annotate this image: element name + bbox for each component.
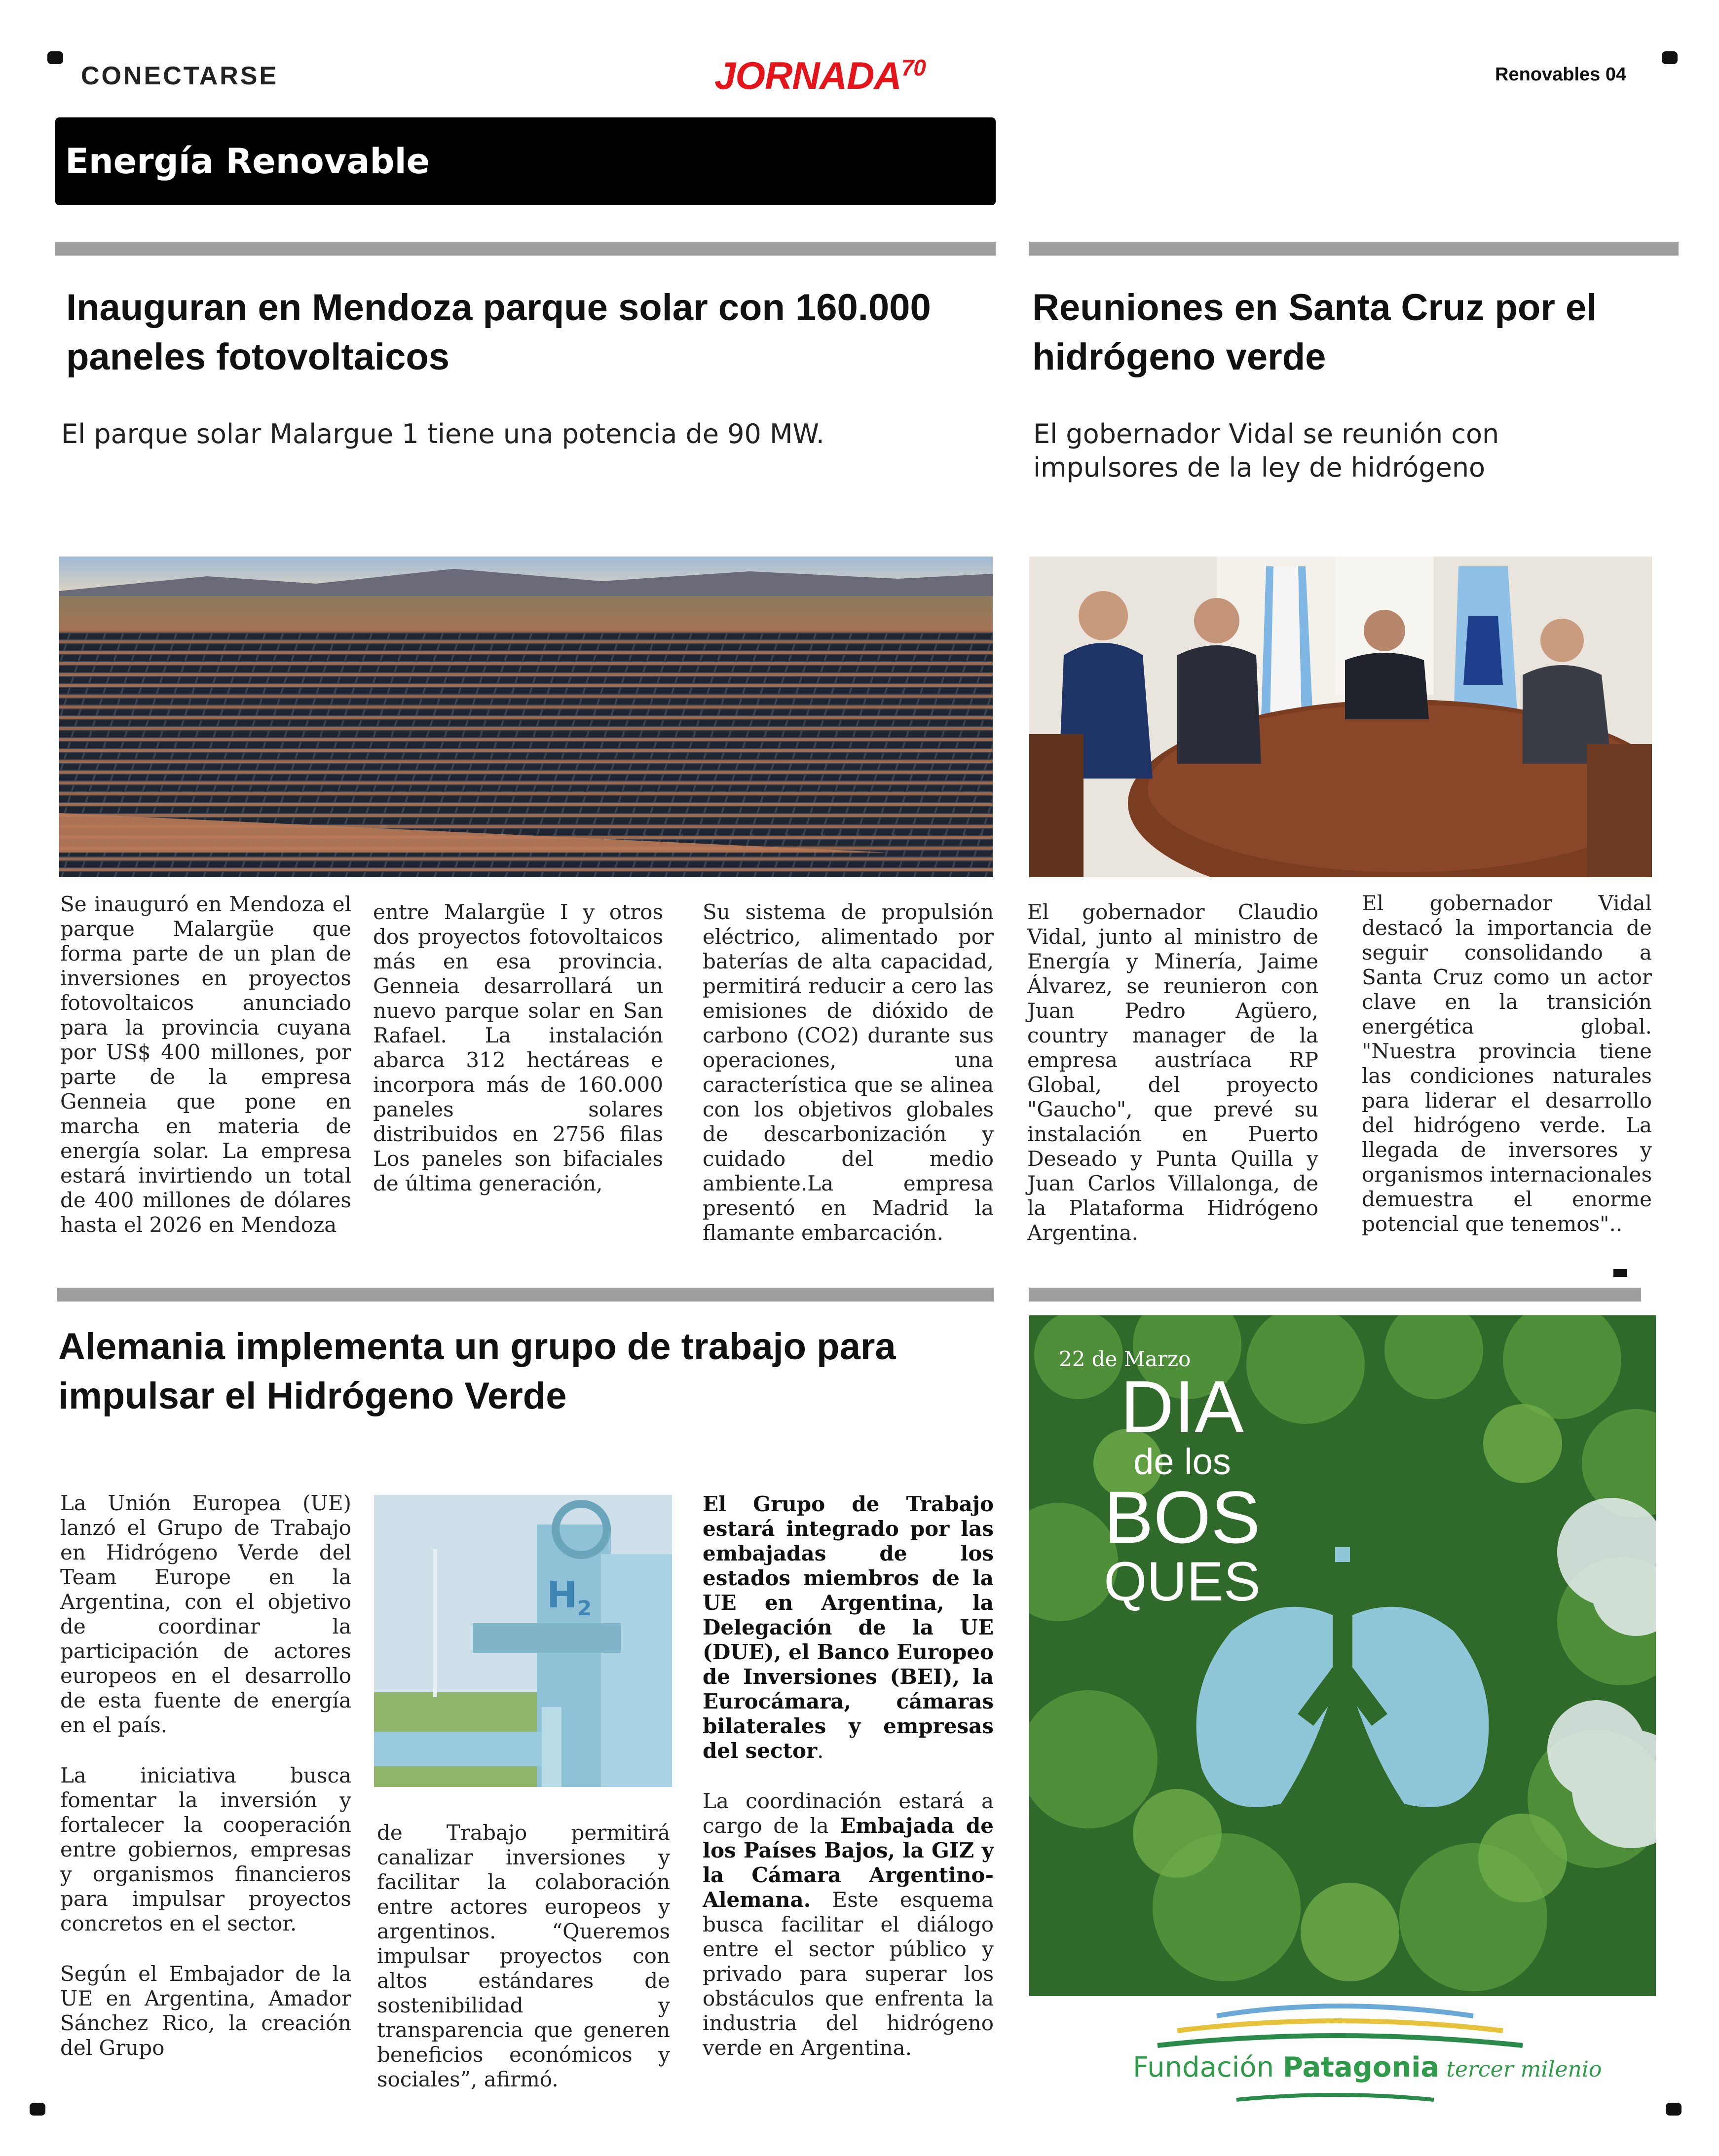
h2-subscript: 2	[577, 1596, 592, 1620]
article2-headline	[1032, 283, 1674, 382]
article2-col1: El gobernador Claudio Vidal, junto al ministro de Energía y Minería, Jaime Álvarez, se reunieron con Juan Pedro Agüero, country manager de la empresa austríaca RP Global, del proyecto "Gaucho", que prevé su instalación en Puerto Deseado y Punta Quilla y Juan Carlos Villalonga, de la Plataforma Hidrógeno Argentina.	[1027, 900, 1318, 1245]
article1-headline	[66, 283, 994, 382]
headline-line: paneles fotovoltaicos	[66, 336, 450, 378]
sponsor-suffix: tercer milenio	[1439, 2057, 1602, 2082]
paragraph	[703, 1789, 994, 2060]
meeting-photo	[1029, 557, 1652, 877]
section-title-bar	[55, 117, 996, 205]
text: La coordinación estará a cargo de la	[703, 1789, 994, 1838]
headline-line: Reuniones en Santa Cruz por el	[1032, 287, 1597, 329]
divider-rule	[57, 1288, 994, 1301]
text: Este esquema busca facilitar el diálogo entre el sector público y privado para superar los obstáculos que enfrenta la industria del hidrógeno verde en Argentina.	[703, 1888, 994, 2060]
paragraph: La Unión Europea (UE) lanzó el Grupo de Trabajo en Hidrógeno Verde del Team Europe en la Argentina, con el objetivo de coordinar la participación de actores europeos en el desarrollo de esta fuente de energía en el país.	[60, 1491, 351, 1737]
solar-park-illustration	[59, 557, 993, 877]
article1-col3: Su sistema de propulsión eléctrico, alimentado por baterías de alta capacidad, permitirá reducir a cero las emisiones de dióxido de carbono (CO2) durante sus operaciones, una característica que se alinea con los objetivos globales de descarbonización y cuidado del medio ambiente.La empresa presentó en Madrid la flamante embarcación.	[703, 900, 994, 1245]
masthead-badge: 70	[901, 55, 926, 80]
brand-logo-conectarse: CONECTARSE	[81, 62, 279, 90]
ad-title-line: BOS	[1104, 1476, 1261, 1559]
registration-mark-bottom-left	[30, 2103, 45, 2116]
hydrogen-pipes-illustration	[374, 1495, 672, 1787]
divider-rule	[55, 242, 996, 256]
registration-mark-top-left	[47, 51, 63, 64]
registration-mark-top-right	[1662, 51, 1678, 64]
section-title: Energía Renovable	[65, 141, 430, 182]
registration-mark-bottom-right	[1666, 2103, 1682, 2116]
sponsor-logo	[1029, 1996, 1656, 2115]
masthead-title: JORNADA	[714, 54, 901, 97]
bold-text: Embajada de los Países Bajos, la GIZ y la Cámara Argentino-Alemana.	[703, 1814, 994, 1912]
page-label: Renovables 04	[1495, 64, 1627, 85]
headline-line: Alemania implementa un grupo de trabajo para	[58, 1326, 896, 1368]
ad-date: 22 de Marzo	[1059, 1347, 1191, 1371]
h2-label	[547, 1574, 592, 1620]
ad-title-line: QUES	[1104, 1551, 1261, 1612]
article1-deck: El parque solar Malargue 1 tiene una potencia de 90 MW.	[61, 418, 824, 449]
deck-line: impulsores de la ley de hidrógeno	[1033, 452, 1486, 483]
article1-col2: entre Malargüe I y otros dos proyectos fotovoltaicos más en esa provincia. Genneia desarrollará un nuevo parque solar en San Rafael. La instalación abarca 312 hectáreas e incorpora más de 160.000 paneles solares distribuidos en 2756 filas Los paneles son bifaciales de última generación,	[373, 900, 663, 1195]
headline-line: impulsar el Hidrógeno Verde	[58, 1375, 567, 1417]
ad-title	[1059, 1365, 1306, 1612]
ad-title-line: de los	[1133, 1441, 1231, 1482]
bold-text: El Grupo de Trabajo estará integrado por las embajadas de los estados miembros de la UE en Argentina, la Delegación de la UE (DUE), el Banco Europeo de Inversiones (BEI), la Eurocámara, cámaras bilaterales y empresas del sector	[703, 1492, 994, 1763]
headline-line: hidrógeno verde	[1032, 336, 1326, 378]
article2-deck	[1033, 417, 1675, 484]
deck-line: El gobernador Vidal se reunión con	[1033, 418, 1499, 449]
article3-col2: de Trabajo permitirá canalizar inversiones y facilitar la colaboración entre actores europeos y argentinos. “Queremos impulsar proyectos con altos estándares de sostenibilidad y transparencia que generen beneficios económicos y sociales”, afirmó.	[377, 1821, 670, 2091]
solar-park-photo	[59, 557, 993, 877]
article3-col1	[60, 1491, 351, 2086]
sponsor-text	[1133, 2051, 1602, 2083]
article2-col2: El gobernador Vidal destacó la importancia de seguir consolidando a Santa Cruz como un actor clave en la transición energética global. "Nuestra provincia tiene las condiciones naturales para liderar el desarrollo del hidrógeno verde. La llegada de inversores y organismos internacionales demuestra el enorme potencial que tenemos"..	[1362, 891, 1652, 1236]
headline-line: Inauguran en Mendoza parque solar con 160.000	[66, 287, 931, 329]
text: .	[817, 1739, 824, 1763]
sponsor-prefix: Fundación	[1133, 2051, 1283, 2083]
meeting-illustration	[1029, 557, 1652, 877]
masthead-logo	[714, 53, 926, 98]
article3-headline	[58, 1322, 994, 1421]
end-mark	[1613, 1269, 1627, 1277]
paragraph: Según el Embajador de la UE en Argentina, Amador Sánchez Rico, la creación del Grupo	[60, 1962, 351, 2060]
paragraph: La iniciativa busca fomentar la inversión y fortalecer la cooperación entre gobiernos, empresas y organismos financieros para impulsar proyectos concretos en el sector.	[60, 1763, 351, 1935]
article3-col3	[703, 1492, 994, 2086]
ad-title-line: DIA	[1120, 1365, 1244, 1448]
h2-letter: H	[547, 1574, 577, 1616]
sponsor-bold: Patagonia	[1282, 2051, 1440, 2083]
divider-rule	[1029, 1288, 1641, 1301]
hydrogen-photo	[374, 1495, 672, 1787]
forest-day-ad	[1029, 1315, 1656, 1996]
article1-col1: Se inauguró en Mendoza el parque Malargüe que forma parte de un plan de inversiones en proyectos fotovoltaicos anunciado para la provincia cuyana por US$ 400 millones, por parte de la empresa Genneia que pone en marcha en materia de energía solar. La empresa estará invirtiendo un total de 400 millones de dólares hasta el 2026 en Mendoza	[60, 892, 351, 1237]
divider-rule	[1029, 242, 1679, 256]
paragraph	[703, 1492, 994, 1763]
